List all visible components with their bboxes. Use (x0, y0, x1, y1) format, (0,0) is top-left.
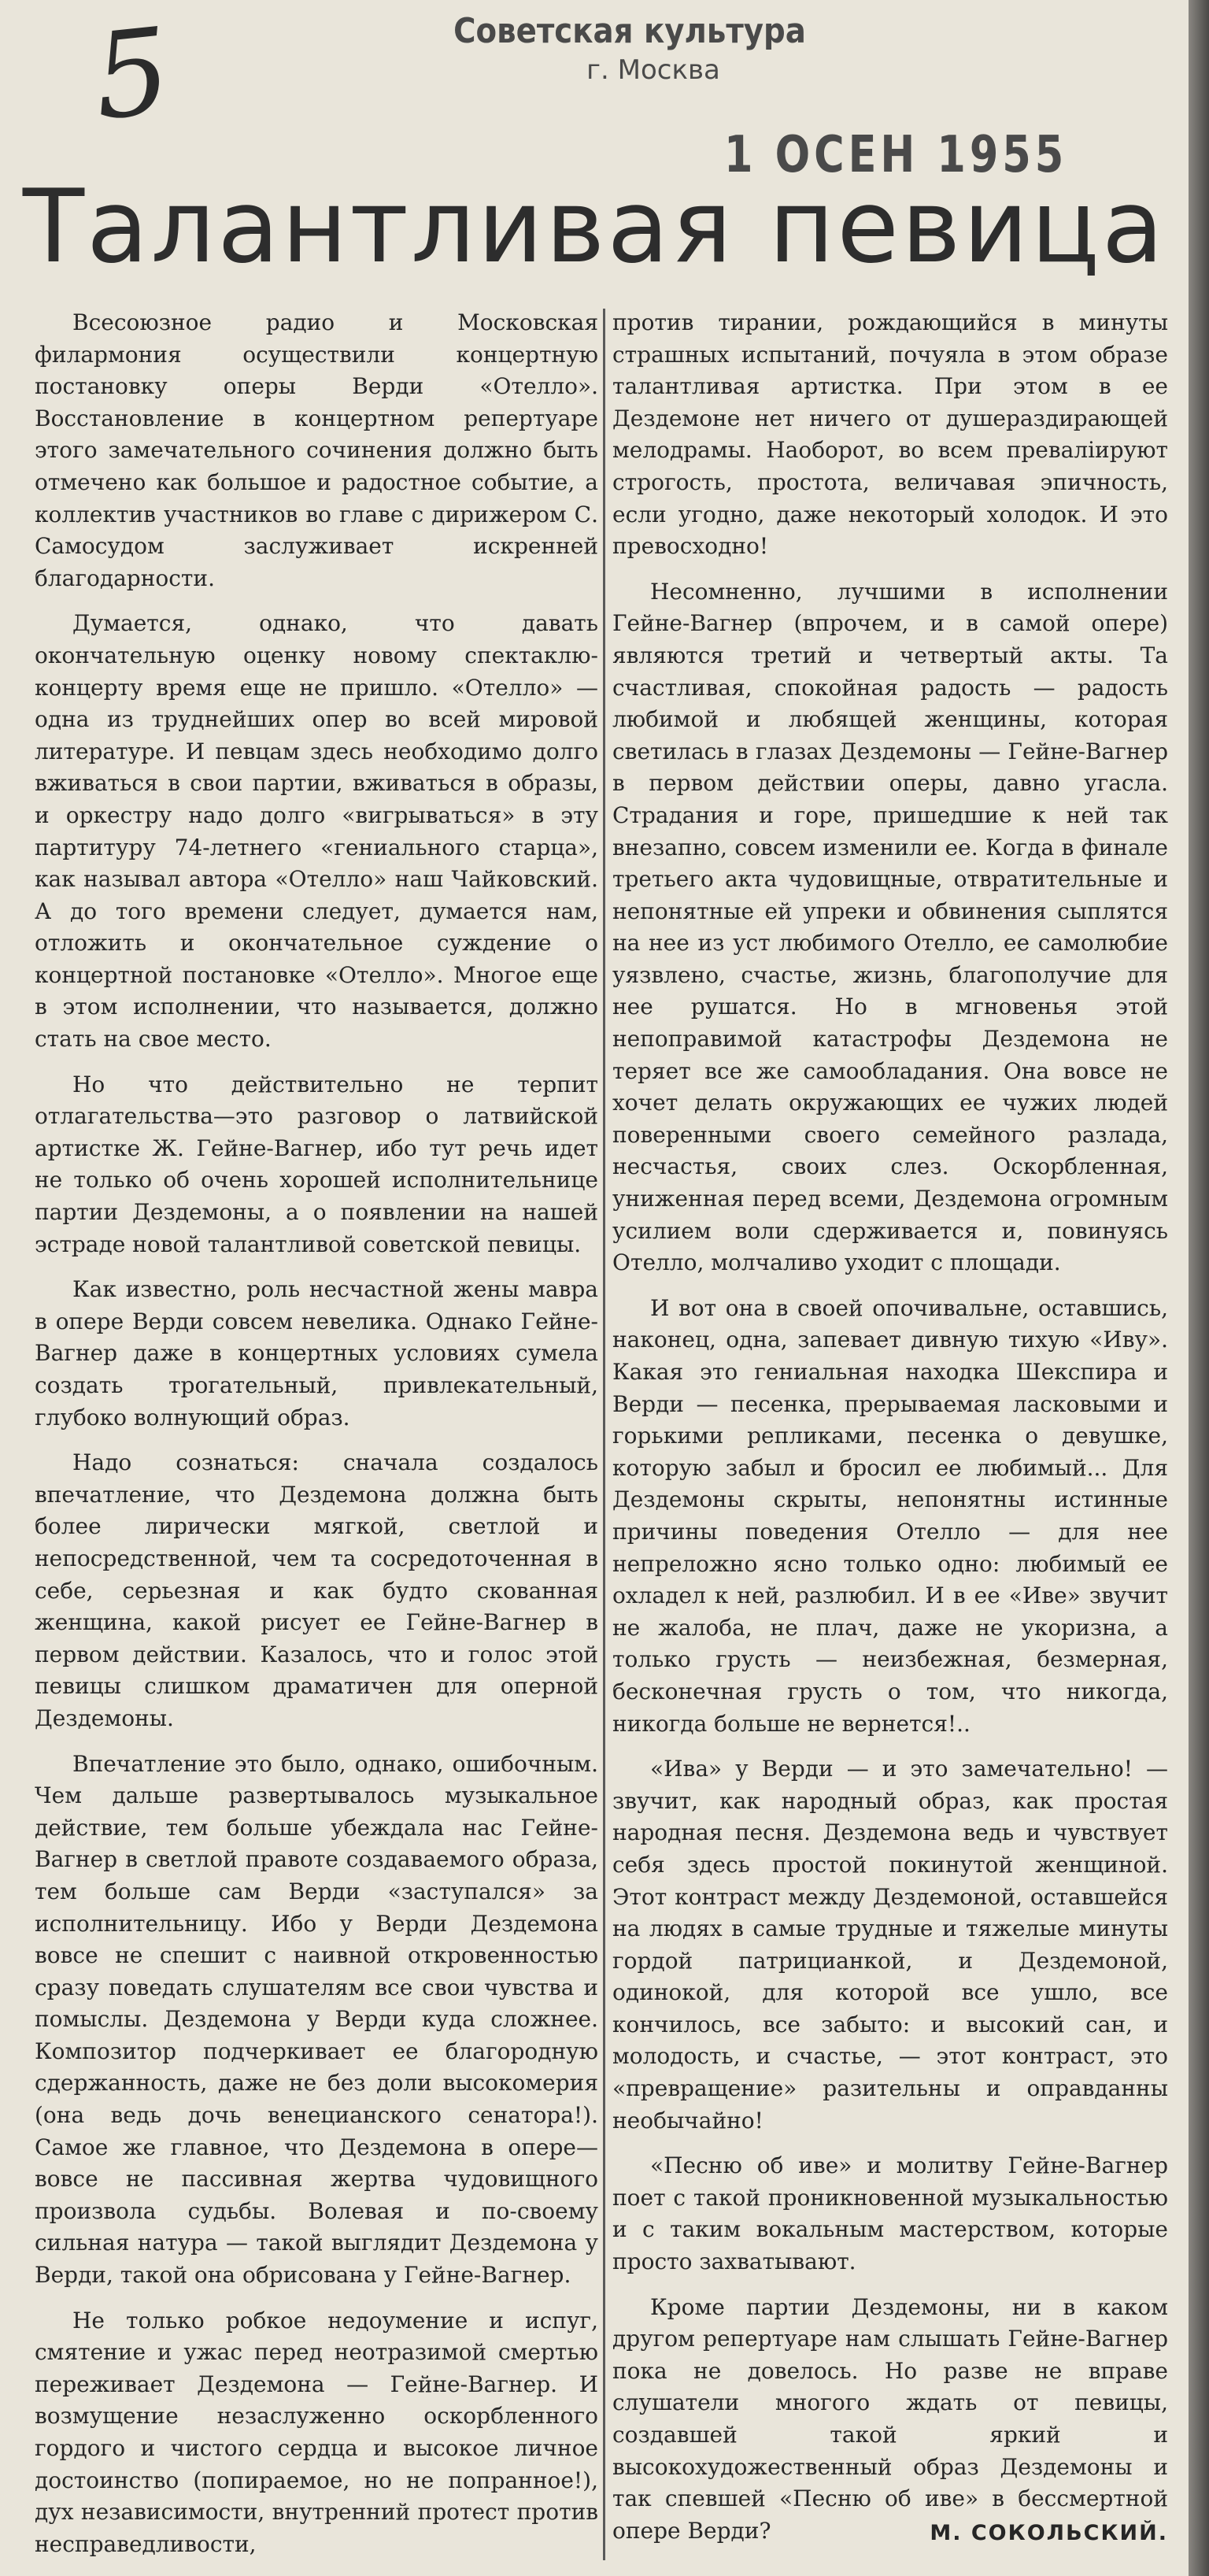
article-column-left (35, 307, 598, 2574)
scan-edge-shadow (1189, 0, 1209, 2576)
handwritten-archive-number: 5 (87, 2, 177, 147)
paragraph: Думается, однако, что давать окончательную оценку новому спектаклю-концерту время еще не пришло. «Отелло» — одна из труднейших опер во всей мировой литературе. И певцам здесь необходимо долго вживаться в свои партии, вживаться в образы, и оркестру надо долго «вигрываться» в эту партитуру 74-летнего «гениального старца», как называл автора «Отелло» наш Чайковский. А до того времени следует, думается нам, отложить и окончательное суждение о концертной постановке «Отелло». Многое еще в этом исполнении, что называется, должно стать на свое место. (35, 610, 598, 1053)
newspaper-source-stamp (425, 11, 834, 86)
author-signature: М. СОКОЛЬСКИЙ. (930, 2521, 1168, 2546)
paragraph: Надо сознаться: сначала создалось впечатление, что Дездемона должна быть более лирически мягкой, светлой и непосредственной, чем та сосредоточенная в себе, серьезная и как будто скованная женщина, какой рисует ее Гейне-Вагнер в первом действии. Казалось, что и голос этой певицы слишком драматичен для оперной Дездемоны. (35, 1449, 598, 1731)
paragraph: «Песню об иве» и молитву Гейне-Вагнер поет с такой проникновенной музыкальностью и с таким вокальным мастерством, которые просто захватывают. (612, 2152, 1168, 2275)
date-stamp: 1 ОСЕН 1955 (724, 126, 1068, 184)
paragraph: Несомненно, лучшими в исполнении Гейне-Вагнер (впрочем, и в самой опере) являются третий и четвертый акты. Та счастливая, спокойная радость — радость любимой и любящей женщины, которая светилась в глазах Дездемоны — Гейне-Вагнер в первом действии оперы, давно угасла. Страдания и горе, пришедшие к ней так внезапно, совсем изменили ее. Когда в финале третьего акта чудовищные, отвратительные и непонятные ей упреки и обвинения сыплятся на нее из уст любимого Отелло, ее самолюбие уязвлено, счастье, жизнь, благополучие для нее рушатся. Но в мгновенья этой непоправимой катастрофы Дездемона не теряет все же самообладания. Она вовсе не хочет делать окружающих ее чужих людей поверенными своего семейного разлада, несчастья, своих слез. Оскорбленная, униженная перед всеми, Дездемона огромным усилием воли сдерживается и, повинуясь Отелло, молчаливо уходит с площади. (612, 578, 1168, 1276)
paragraph: «Ива» у Верди — и это замечательно! — звучит, как народный образ, как простая народная песня. Дездемона ведь и чувствует себя здесь простой покинутой женщиной. Этот контраст между Дездемоной, оставшейся на людях в самые трудные и тяжелые минуты гордой патрицианкой, и Дездемоной, одинокой, для которой все ушло, все кончилось, все забыто: и высокий сан, и молодость, и счастье, — этот контраст, это «превращение» разительны и оправданны необычайно! (612, 1756, 1168, 2134)
paragraph: Кроме партии Дездемоны, ни в каком другом репертуаре нам слышать Гейне-Вагнер пока не довелось. Но разве не вправе слушатели многого ждать от певицы, создавшей такой яркий и высокохудожественный образ Дездемоны и так спевшей «Песню об иве» в бессмертной опере Верди? (612, 2293, 1168, 2544)
paragraph: Впечатление это было, однако, ошибочным. Чем дальше развертывалось музыкальное действие, тем больше убеждала нас Гейне-Вагнер в светлой правоте создаваемого образа, тем больше сам Верди «заступался» за исполнительницу. Ибо у Верди Дездемона вовсе не спешит с наивной откровенностью сразу поведать слушателям все свои чувства и помыслы. Дездемона у Верди куда сложнее. Композитор подчеркивает ее благородную сдержанность, даже не без доли высокомерия (она ведь дочь венецианского сенатора!). Самое же главное, что Дездемона в опере—вовсе не пассивная жертва чудовищного произвола судьбы. Волевая и по-своему сильная натура — такой выглядит Дездемона у Верди, такой она обрисована у Гейне-Вагнер. (35, 1750, 598, 2289)
paragraph: Как известно, роль несчастной жены мавра в опере Верди совсем невелика. Однако Гейне-Вагнер даже в концертных условиях сумела создать трогательный, привлекательный, глубоко волнующий образ. (35, 1276, 598, 1430)
stamp-newspaper-name: Советская культура (453, 11, 806, 51)
stamp-city: г. Москва (586, 54, 720, 86)
article-column-right (612, 307, 1168, 2550)
paragraph: И вот она в своей опочивальне, оставшись, наконец, одна, запевает дивную тихую «Иву». Какая это гениальная находка Шекспира и Верди — песенка, прерываемая ласковыми и горькими репликами, песенка о девушке, которую забыл и бросил ее любимый... Для Дездемоны скрыты, непонятны истинные причины поведения Отелло — для нее непреложно ясно только одно: любимый ее охладел к ней, разлюбил. И в ее «Иве» звучит не жалоба, не плач, даже не укоризна, а только грусть — неизбежная, безмерная, бесконечная грусть о том, что никогда, никогда больше не вернется!.. (612, 1294, 1168, 1737)
paragraph: Не только робкое недоумение и испуг, смятение и ужас перед неотразимой смертью переживает Дездемона — Гейне-Вагнер. И возмущение незаслуженно оскорбленного гордого и чистого сердца и высокое личное достоинство (попираемое, но не попранное!), дух независимости, внутренний протест против несправедливости, (35, 2307, 598, 2557)
paragraph: Но что действительно не терпит отлагательства—это разговор о латвийской артистке Ж. Гейне-Вагнер, ибо тут речь идет не только об очень хорошей исполнительнице партии Дездемоны, а о появлении на нашей эстраде новой талантливой советской певицы. (35, 1071, 598, 1257)
column-divider (603, 309, 605, 2560)
paragraph: против тирании, рождающийся в минуты страшных испытаний, почуяла в этом образе талантливая артистка. При этом в ее Дездемоне нет ничего от душераздирающей мелодрамы. Наоборот, во всем преваліируют строгость, простота, величавая эпичность, если угодно, даже некоторый холодок. И это превосходно! (612, 309, 1168, 560)
article-title: Талантливая певица (22, 168, 1166, 286)
paragraph: Всесоюзное радио и Московская филармония осуществили концертную постановку оперы Верди «Отелло». Восстановление в концертном репертуаре этого замечательного сочинения должно быть отмечено как большое и радостное событие, а коллектив участников во главе с дирижером С. Самосудом заслуживает искренней благодарности. (35, 309, 598, 591)
